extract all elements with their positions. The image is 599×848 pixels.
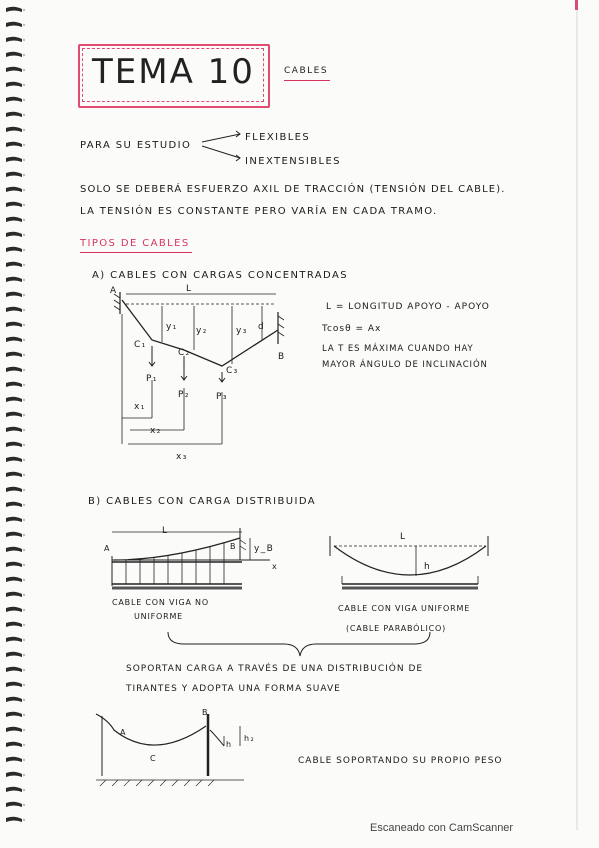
spiral-ring xyxy=(6,397,25,402)
page-subtitle: CABLES xyxy=(284,66,329,76)
spiral-ring xyxy=(6,427,25,432)
note-equation: Tcosθ = Ax xyxy=(322,324,382,334)
spiral-ring xyxy=(6,97,25,102)
summary-line-1: SOPORTAN CARGA A TRAVÉS DE UNA DISTRIBUCIÓN DE xyxy=(126,664,424,674)
spiral-ring xyxy=(6,412,25,417)
diagram-a-label-A: A xyxy=(110,286,118,296)
spiral-ring xyxy=(6,787,25,792)
spiral-ring xyxy=(6,472,25,477)
spiral-ring xyxy=(6,337,25,342)
option-flexible: FLEXIBLES xyxy=(245,132,311,143)
spiral-ring xyxy=(6,547,25,552)
spiral-ring xyxy=(6,592,25,597)
spiral-ring xyxy=(6,172,25,177)
diagram-b-label-yB: y_B xyxy=(254,544,275,554)
page-tab-mark xyxy=(575,0,578,10)
subtitle-underline xyxy=(284,80,330,81)
spiral-ring xyxy=(6,652,25,657)
spiral-ring xyxy=(6,502,25,507)
spiral-ring xyxy=(6,802,25,807)
spiral-ring xyxy=(6,202,25,207)
spiral-ring xyxy=(6,697,25,702)
caption-right-1: CABLE CON VIGA UNIFORME xyxy=(338,604,471,613)
spiral-ring xyxy=(6,517,25,522)
diagram-b2-label-L: L xyxy=(400,532,407,542)
types-heading: TIPOS DE CABLES xyxy=(80,238,190,249)
diagram-a-label-y3: y₃ xyxy=(236,326,248,336)
spiral-ring xyxy=(6,352,25,357)
spiral-ring xyxy=(6,112,25,117)
spiral-ring xyxy=(6,217,25,222)
spiral-ring xyxy=(6,817,25,822)
spiral-ring xyxy=(6,67,25,72)
diagram-a-label-C3: C₃ xyxy=(226,366,239,376)
spiral-ring xyxy=(6,7,25,12)
caption-self-weight: CABLE SOPORTANDO SU PROPIO PESO xyxy=(298,756,503,766)
spiral-ring xyxy=(6,532,25,537)
spiral-ring xyxy=(6,727,25,732)
intro-line-1: SOLO SE DEBERÁ ESFUERZO AXIL DE TRACCIÓN (TENSIÓN DEL CABLE). xyxy=(80,184,506,195)
diagram-a-label-x2: x₂ xyxy=(150,426,162,436)
spiral-ring xyxy=(6,457,25,462)
spiral-ring xyxy=(6,127,25,132)
spiral-ring xyxy=(6,757,25,762)
spiral-ring xyxy=(6,247,25,252)
spiral-ring xyxy=(6,367,25,372)
diagram-a-label-d: d xyxy=(258,322,266,332)
spiral-ring xyxy=(6,442,25,447)
note-tension-max-2: MAYOR ÁNGULO DE INCLINACIÓN xyxy=(322,360,488,370)
caption-left-2: UNIFORME xyxy=(134,612,184,621)
spiral-ring xyxy=(6,607,25,612)
note-tension-max-1: LA T ES MÁXIMA CUANDO HAY xyxy=(322,344,474,354)
diagram-c-label-B: B xyxy=(202,708,209,717)
caption-left-1: CABLE CON VIGA NO xyxy=(112,598,209,607)
diagram-a-label-y1: y₁ xyxy=(166,322,178,332)
diagram-a-label-x3: x₃ xyxy=(176,452,188,462)
diagram-a-label-C1: C₁ xyxy=(134,340,147,350)
spiral-ring xyxy=(6,742,25,747)
option-inextensible: INEXTENSIBLES xyxy=(245,156,341,167)
self-weight-cable-diagram xyxy=(94,706,294,796)
spiral-ring xyxy=(6,37,25,42)
spiral-ring xyxy=(6,82,25,87)
diagram-a-label-P2: P₂ xyxy=(178,390,190,400)
diagram-a-label-P3: P₃ xyxy=(216,392,228,402)
spiral-ring xyxy=(6,322,25,327)
diagram-c-label-A: A xyxy=(120,728,127,737)
spiral-ring xyxy=(6,232,25,237)
non-uniform-beam-diagram xyxy=(100,520,280,600)
spiral-ring xyxy=(6,772,25,777)
spiral-ring xyxy=(6,637,25,642)
diagram-b-label-L: L xyxy=(162,526,169,536)
summary-line-2: TIRANTES Y ADOPTA UNA FORMA SUAVE xyxy=(126,684,341,694)
diagram-b2-label-h: h xyxy=(424,562,432,572)
concentrated-loads-diagram xyxy=(100,284,300,464)
diagram-b-label-B: B xyxy=(230,542,237,551)
diagram-c-label-h: h xyxy=(226,740,233,749)
spiral-ring xyxy=(6,52,25,57)
diagram-a-label-B: B xyxy=(278,352,286,362)
section-b-heading: B) CABLES CON CARGA DISTRIBUIDA xyxy=(88,496,316,507)
spiral-ring xyxy=(6,682,25,687)
branch-arrows xyxy=(200,130,250,160)
spiral-ring xyxy=(6,277,25,282)
spiral-ring xyxy=(6,307,25,312)
scan-watermark: Escaneado con CamScanner xyxy=(370,822,514,834)
diagram-b-label-A: A xyxy=(104,544,111,553)
spiral-ring xyxy=(6,712,25,717)
diagram-a-label-x1: x₁ xyxy=(134,402,146,412)
spiral-ring xyxy=(6,22,25,27)
spiral-ring xyxy=(6,622,25,627)
diagram-a-label-P1: P₁ xyxy=(146,374,158,384)
spiral-ring xyxy=(6,487,25,492)
study-label: PARA SU ESTUDIO xyxy=(80,140,192,151)
diagram-c-label-C: C xyxy=(150,754,157,763)
note-length: L = LONGITUD APOYO - APOYO xyxy=(326,302,490,312)
caption-right-2: (CABLE PARABÓLICO) xyxy=(346,624,447,633)
intro-line-2: LA TENSIÓN ES CONSTANTE PERO VARÍA EN CADA TRAMO. xyxy=(80,206,438,217)
spiral-ring xyxy=(6,262,25,267)
spiral-ring xyxy=(6,187,25,192)
spiral-ring xyxy=(6,562,25,567)
types-heading-underline xyxy=(80,252,192,253)
spiral-ring xyxy=(6,382,25,387)
diagram-a-label-y2: y₂ xyxy=(196,326,208,336)
uniform-beam-diagram xyxy=(320,530,500,600)
spiral-ring xyxy=(6,142,25,147)
section-a-heading: A) CABLES CON CARGAS CONCENTRADAS xyxy=(92,270,348,281)
spiral-ring xyxy=(6,157,25,162)
spiral-ring xyxy=(6,667,25,672)
page-title: TEMA 10 xyxy=(92,52,255,92)
diagram-b-label-x: x xyxy=(272,562,279,571)
spiral-ring xyxy=(6,292,25,297)
diagram-c-label-h2: h₂ xyxy=(244,734,256,743)
diagram-a-label-C2: C₂ xyxy=(178,348,191,358)
spiral-ring xyxy=(6,577,25,582)
spiral-binding xyxy=(0,0,30,848)
page-edge xyxy=(576,0,578,830)
diagram-a-label-L: L xyxy=(186,284,193,294)
